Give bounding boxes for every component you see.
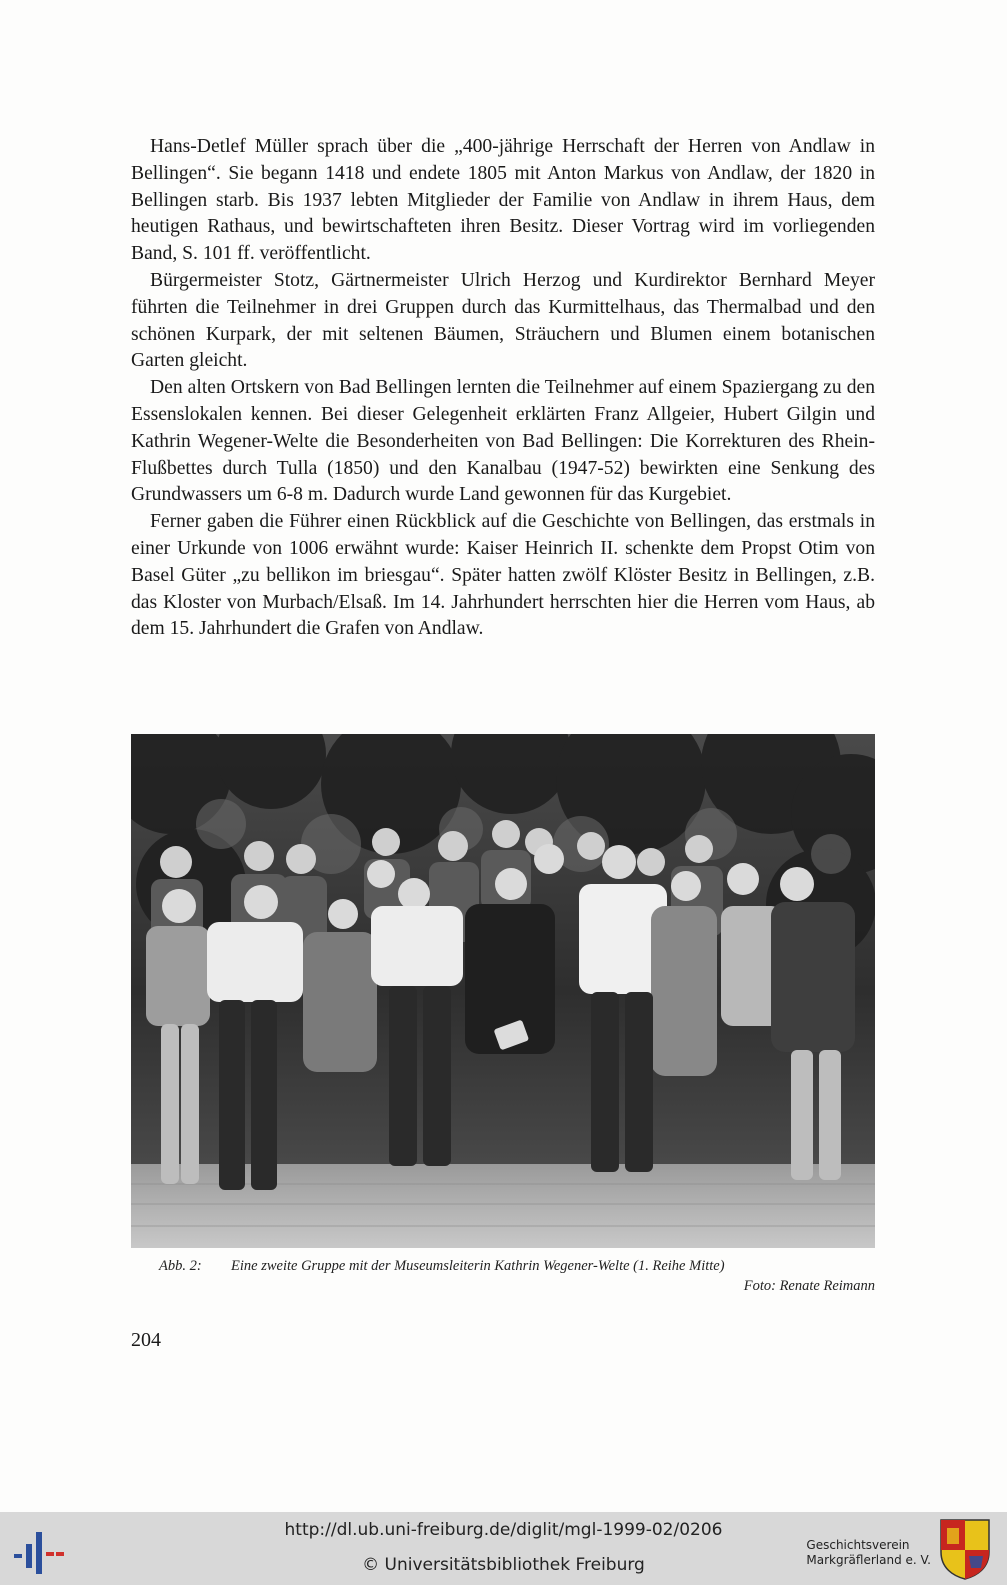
photo-credit: Foto: Renate Reimann bbox=[743, 1278, 875, 1294]
paragraph-4: Ferner gaben die Führer einen Rückblick auf die Geschichte von Bellingen, das erstmals in einer Urkunde von 1006 erwähnt wurde: Kaiser Heinrich II. schenkte dem Propst Otim von Basel Güter „zu bellikon im briesgau“. Später hatten zwölf Klöster Besitz in Bellingen, z.B. das Kloster von Murbach/Elsaß. Im 14. Jahrhundert herrschten hier die Herren vom Haus, ab dem 15. Jahrhundert die Grafen von Andlaw. bbox=[131, 511, 875, 640]
page-number: 204 bbox=[131, 1329, 161, 1351]
footer-bar bbox=[0, 1512, 1007, 1585]
figure-caption bbox=[131, 1256, 875, 1296]
copyright-text: © Universitätsbibliothek Freiburg bbox=[362, 1555, 645, 1575]
paragraph-3: Den alten Ortskern von Bad Bellingen lernten die Teilnehmer auf einem Spaziergang zu den Essenslokalen kennen. Bei dieser Gelegenheit erklärten Franz Allgeier, Hubert Gilgin und Kathrin Wegener-Welte die Besonderheiten von Bad Bellingen: Die Korrekturen des Rhein-Flußbettes durch Tulla (1850) und den Kanalbau (1947-52) bewirkten eine Senkung des Grundwassers um 6-8 m. Dadurch wurde Land gewonnen für das Kurgebiet. bbox=[131, 377, 875, 506]
body-text bbox=[131, 134, 875, 643]
society-name-line1: Geschichtsverein bbox=[806, 1538, 910, 1552]
figure-label: Abb. 2: bbox=[159, 1258, 202, 1274]
figure-caption-text: Eine zweite Gruppe mit der Museumsleiterin Kathrin Wegener-Welte (1. Reihe Mitte) bbox=[231, 1258, 725, 1274]
source-url-link[interactable]: http://dl.ub.uni-freiburg.de/diglit/mgl-1999-02/0206 bbox=[284, 1520, 723, 1540]
society-name-line2: Markgräflerland e. V. bbox=[806, 1553, 931, 1567]
society-name bbox=[806, 1538, 931, 1568]
coat-of-arms-icon bbox=[939, 1518, 991, 1580]
group-photo bbox=[131, 734, 875, 1248]
paragraph-2: Bürgermeister Stotz, Gärtnermeister Ulrich Herzog und Kurdirektor Bernhard Meyer führten die Teilnehmer in drei Gruppen durch das Kurmittelhaus, das Thermalbad und den schönen Kurpark, der mit seltenen Bäumen, Sträuchern und Blumen einem botanischen Garten gleicht. bbox=[131, 269, 875, 372]
paragraph-1: Hans-Detlef Müller sprach über die „400-jährige Herrschaft der Herren von Andlaw in Bellingen“. Sie begann 1418 und endete 1805 mit Anton Markus von Andlaw, der 1820 in Bellingen starb. Bis 1937 lebten Mitglieder der Familie von Andlaw in ihrem Haus, dem heutigen Rathaus, und bewirtschafteten ihren Besitz. Dieser Vortrag wird im vorliegenden Band, S. 101 ff. veröffentlicht. bbox=[131, 136, 875, 265]
group-photo-illustration bbox=[131, 734, 875, 1248]
